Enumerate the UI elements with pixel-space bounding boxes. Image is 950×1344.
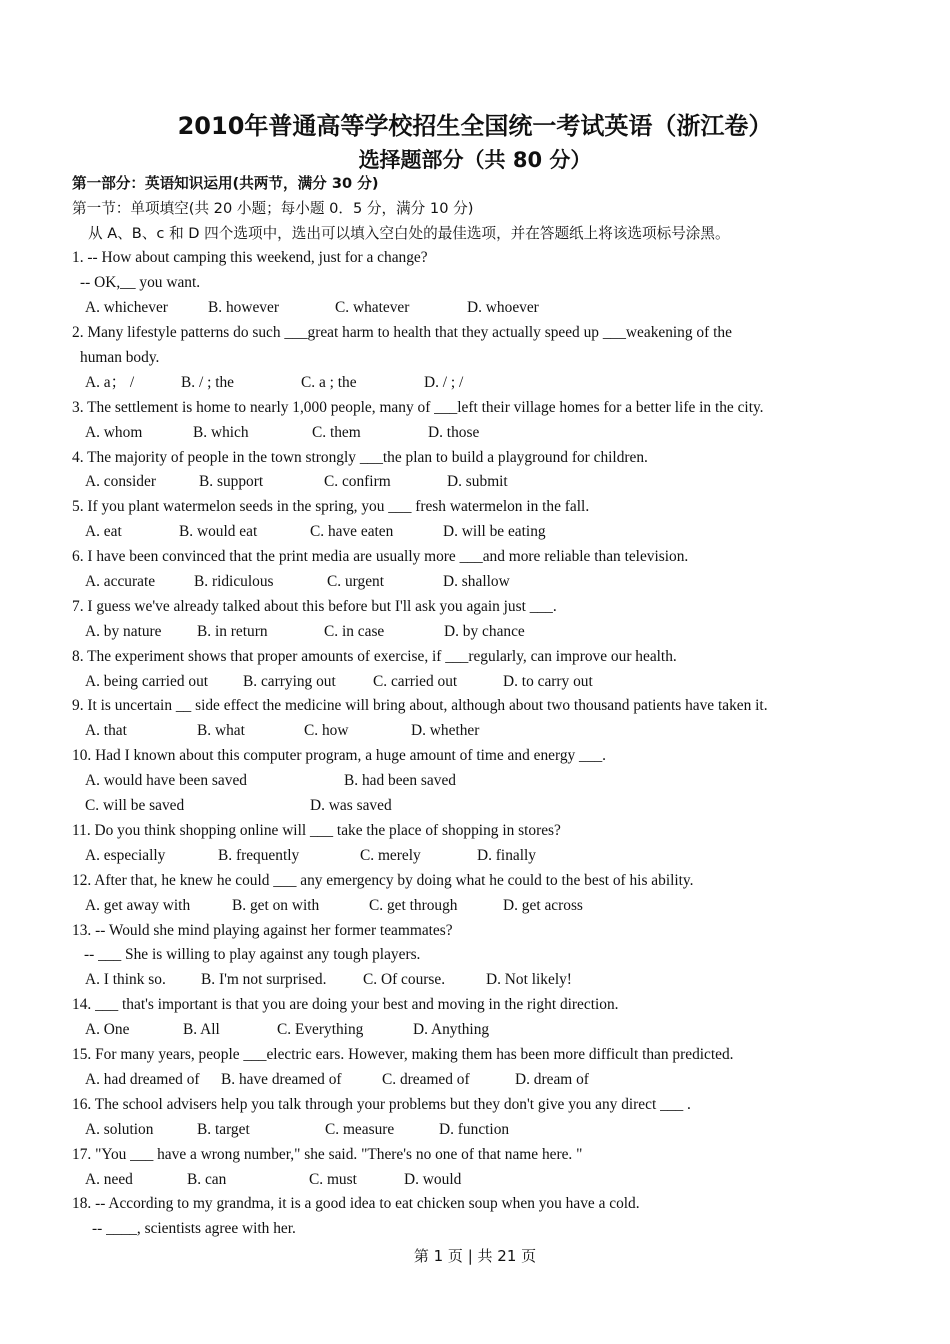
question-4: 4. The majority of people in the town strongly ___the plan to build a playground for children. (72, 449, 648, 466)
option-5b: B. would eat (179, 523, 258, 540)
option-6a: A. accurate (85, 573, 156, 590)
question-13-reply: -- ___ She is willing to play against any tough players. (84, 946, 421, 963)
option-5c: C. have eaten (310, 523, 394, 540)
option-16d: D. function (439, 1121, 510, 1138)
option-9c: C. how (304, 722, 349, 739)
section-heading: 第一节：单项填空(共 20 小题；每小题 0．5 分，满分 10 分) (72, 200, 474, 217)
option-8d: D. to carry out (503, 673, 593, 690)
option-9a: A. that (85, 722, 127, 739)
option-14a: A. One (85, 1021, 130, 1038)
option-8b: B. carrying out (243, 673, 336, 690)
question-12: 12. After that, he knew he could ___ any emergency by doing what he could to the best of his ability. (72, 872, 694, 889)
option-6c: C. urgent (327, 573, 385, 590)
option-7a: A. by nature (85, 623, 162, 640)
instructions: 从 A、B、c 和 D 四个选项中，选出可以填入空白处的最佳选项，并在答题纸上将该选项标号涂黑。 (88, 225, 730, 242)
option-11b: B. frequently (218, 847, 300, 864)
question-14: 14. ___ that's important is that you are doing your best and moving in the right direction. (72, 996, 619, 1013)
option-14d: D. Anything (413, 1021, 490, 1038)
option-5a: A. eat (85, 523, 122, 540)
question-15: 15. For many years, people ___electric ears. However, making them has been more difficult than predicted. (72, 1046, 734, 1063)
option-1c: C. whatever (335, 299, 410, 316)
option-13b: B. I'm not surprised. (201, 971, 327, 988)
option-12d: D. get across (503, 897, 583, 914)
question-5: 5. If you plant watermelon seeds in the spring, you ___ fresh watermelon in the fall. (72, 498, 590, 515)
part-heading: 第一部分：英语知识运用(共两节，满分 30 分) (72, 175, 379, 192)
option-7b: B. in return (197, 623, 268, 640)
option-6b: B. ridiculous (194, 573, 274, 590)
option-14c: C. Everything (277, 1021, 364, 1038)
option-10c: C. will be saved (85, 797, 185, 814)
option-1d: D. whoever (467, 299, 539, 316)
question-1: 1. -- How about camping this weekend, just for a change? (72, 249, 428, 266)
option-11d: D. finally (477, 847, 536, 864)
question-7: 7. I guess we've already talked about this before but I'll ask you again just ___. (72, 598, 557, 615)
question-2: 2. Many lifestyle patterns do such ___great harm to health that they actually speed up ___weakening of the (72, 324, 732, 341)
option-2d: D. / ; / (424, 374, 464, 391)
option-4d: D. submit (447, 473, 508, 490)
option-12a: A. get away with (85, 897, 191, 914)
option-4a: A. consider (85, 473, 156, 490)
option-16b: B. target (197, 1121, 250, 1138)
option-13c: C. Of course. (363, 971, 446, 988)
option-9d: D. whether (411, 722, 480, 739)
option-15b: B. have dreamed of (221, 1071, 342, 1088)
option-17a: A. need (85, 1171, 133, 1188)
option-17b: B. can (187, 1171, 227, 1188)
option-3b: B. which (193, 424, 249, 441)
option-4b: B. support (199, 473, 264, 490)
option-10d: D. was saved (310, 797, 392, 814)
question-8: 8. The experiment shows that proper amounts of exercise, if ___regularly, can improve our health. (72, 648, 677, 665)
option-7c: C. in case (324, 623, 385, 640)
option-3a: A. whom (85, 424, 143, 441)
option-5d: D. will be eating (443, 523, 546, 540)
question-16: 16. The school advisers help you talk through your problems but they don't give you any direct ___ . (72, 1096, 691, 1113)
option-9b: B. what (197, 722, 245, 739)
option-10a: A. would have been saved (85, 772, 247, 789)
option-4c: C. confirm (324, 473, 391, 490)
option-12b: B. get on with (232, 897, 320, 914)
option-1b: B. however (208, 299, 279, 316)
option-6d: D. shallow (443, 573, 510, 590)
question-1-reply: -- OK,__ you want. (80, 274, 201, 291)
question-3: 3. The settlement is home to nearly 1,000 people, many of ___left their village homes for a better life in the city. (72, 399, 764, 416)
option-15c: C. dreamed of (382, 1071, 470, 1088)
question-11: 11. Do you think shopping online will ___ take the place of shopping in stores? (72, 822, 561, 839)
question-13: 13. -- Would she mind playing against her former teammates? (72, 922, 453, 939)
question-18: 18. -- According to my grandma, it is a good idea to eat chicken soup when you have a cold. (72, 1195, 640, 1212)
exam-subtitle: 选择题部分（共 80 分） (358, 148, 592, 172)
option-8c: C. carried out (373, 673, 458, 690)
option-11c: C. merely (360, 847, 421, 864)
option-15d: D. dream of (515, 1071, 589, 1088)
option-7d: D. by chance (444, 623, 525, 640)
option-2a: A. a； / (85, 374, 135, 391)
question-10: 10. Had I known about this computer program, a huge amount of time and energy ___. (72, 747, 606, 764)
option-2b: B. / ; the (181, 374, 235, 391)
option-13d: D. Not likely! (486, 971, 572, 988)
exam-title: 2010年普通高等学校招生全国统一考试英语（浙江卷） (177, 112, 773, 140)
option-8a: A. being carried out (85, 673, 209, 690)
question-18-reply: -- ____, scientists agree with her. (92, 1220, 296, 1237)
question-2-cont: human body. (80, 349, 160, 366)
question-17: 17. "You ___ have a wrong number," she said. "There's no one of that name here. " (72, 1146, 583, 1163)
question-9: 9. It is uncertain __ side effect the medicine will bring about, although about two thousand patients have taken it. (72, 697, 768, 714)
option-3c: C. them (312, 424, 361, 441)
option-15a: A. had dreamed of (85, 1071, 200, 1088)
option-2c: C. a ; the (301, 374, 357, 391)
option-12c: C. get through (369, 897, 458, 914)
page-footer: 第 1 页 | 共 21 页 (413, 1247, 537, 1265)
option-17c: C. must (309, 1171, 357, 1188)
option-16c: C. measure (325, 1121, 395, 1138)
option-11a: A. especially (85, 847, 166, 864)
question-6: 6. I have been convinced that the print media are usually more ___and more reliable than television. (72, 548, 689, 565)
option-1a: A. whichever (85, 299, 168, 316)
option-13a: A. I think so. (85, 971, 166, 988)
option-14b: B. All (183, 1021, 220, 1038)
option-17d: D. would (404, 1171, 462, 1188)
option-10b: B. had been saved (344, 772, 456, 789)
option-16a: A. solution (85, 1121, 154, 1138)
option-3d: D. those (428, 424, 480, 441)
